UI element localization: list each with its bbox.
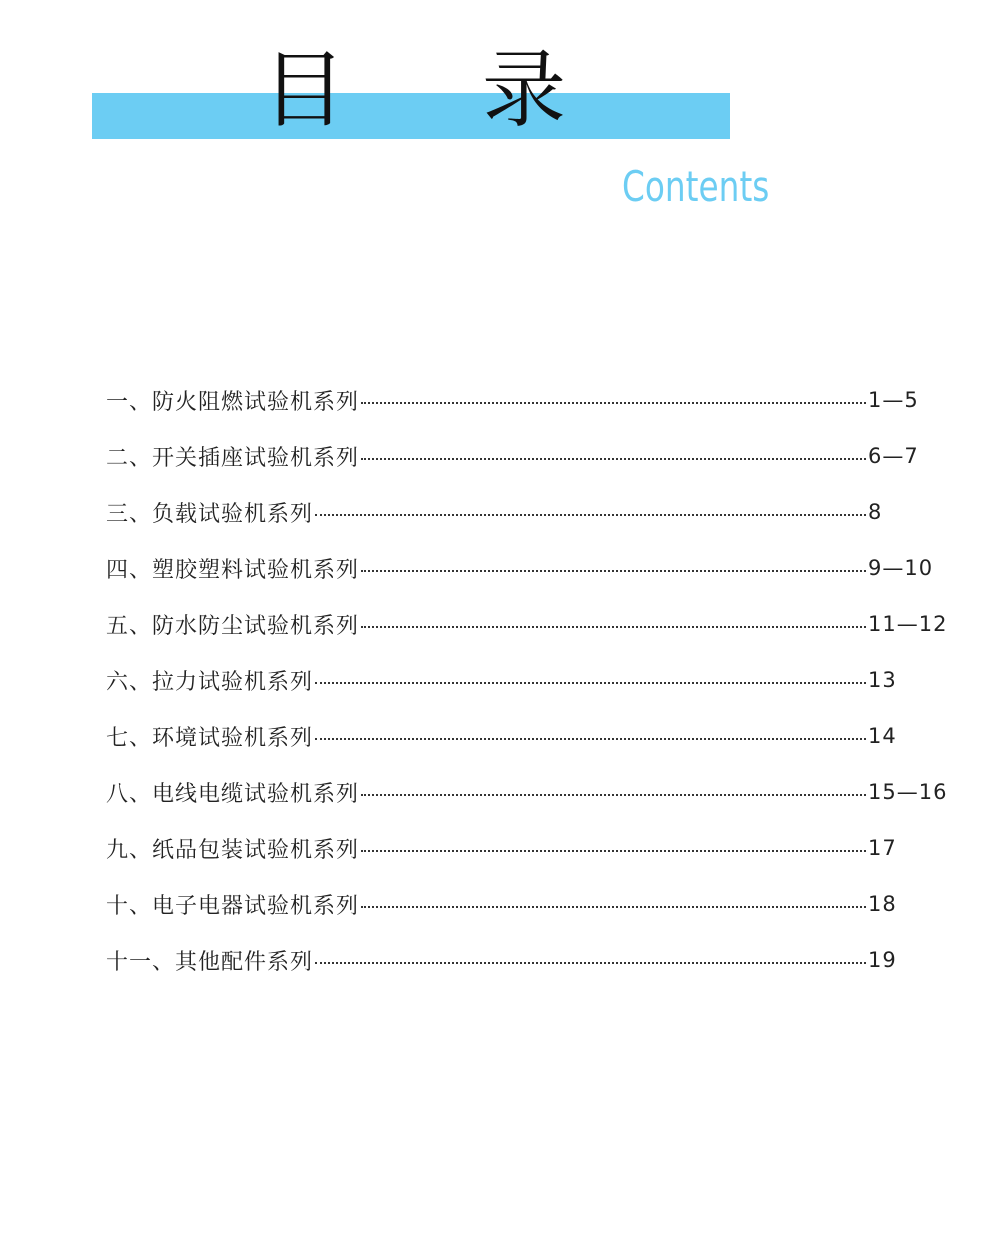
page-title-char-2: 录 (482, 41, 567, 139)
toc-entry-label: 一、防火阻燃试验机系列 (106, 389, 360, 415)
toc-leader-dots (315, 512, 866, 516)
toc-leader-dots (361, 400, 866, 404)
toc-entry-page: 14 (868, 724, 897, 748)
toc-entry-label: 五、防水防尘试验机系列 (106, 613, 360, 639)
toc-leader-dots (361, 568, 866, 572)
toc-entry-label: 三、负载试验机系列 (106, 501, 314, 527)
toc-entry-10[interactable] (106, 876, 936, 932)
toc-leader-dots (315, 736, 866, 740)
toc-leader-dots (361, 456, 866, 460)
toc-entry-2[interactable] (106, 428, 936, 484)
toc-entry-5[interactable] (106, 596, 948, 652)
toc-entry-9[interactable] (106, 820, 936, 876)
toc-entry-label: 八、电线电缆试验机系列 (106, 781, 360, 807)
page-title-char-1: 目 (262, 41, 347, 139)
title-bar (92, 93, 730, 139)
toc-entry-page: 13 (868, 668, 897, 692)
toc-entry-page: 8 (868, 500, 883, 524)
toc-leader-dots (315, 960, 866, 964)
toc-entry-label: 四、塑胶塑料试验机系列 (106, 557, 360, 583)
toc-entry-page: 1—5 (868, 388, 919, 412)
toc-entry-page: 19 (868, 948, 897, 972)
toc-entry-page: 11—12 (868, 612, 948, 636)
table-of-contents (106, 372, 948, 988)
toc-entry-7[interactable] (106, 708, 936, 764)
toc-entry-page: 9—10 (868, 556, 934, 580)
toc-leader-dots (315, 680, 866, 684)
toc-entry-label: 六、拉力试验机系列 (106, 669, 314, 695)
toc-entry-label: 九、纸品包装试验机系列 (106, 837, 360, 863)
toc-leader-dots (361, 792, 866, 796)
toc-entry-page: 17 (868, 836, 897, 860)
toc-entry-page: 18 (868, 892, 897, 916)
toc-entry-11[interactable] (106, 932, 936, 988)
toc-entry-page: 15—16 (868, 780, 948, 804)
toc-entry-label: 七、环境试验机系列 (106, 725, 314, 751)
toc-entry-8[interactable] (106, 764, 948, 820)
toc-leader-dots (361, 848, 866, 852)
toc-entry-1[interactable] (106, 372, 936, 428)
toc-entry-page: 6—7 (868, 444, 919, 468)
toc-entry-3[interactable] (106, 484, 936, 540)
toc-entry-label: 十一、其他配件系列 (106, 949, 314, 975)
toc-entry-label: 二、开关插座试验机系列 (106, 445, 360, 471)
page-subtitle: Contents (622, 162, 770, 211)
toc-entry-label: 十、电子电器试验机系列 (106, 893, 360, 919)
toc-leader-dots (361, 624, 866, 628)
toc-entry-4[interactable] (106, 540, 936, 596)
toc-leader-dots (361, 904, 866, 908)
toc-entry-6[interactable] (106, 652, 936, 708)
